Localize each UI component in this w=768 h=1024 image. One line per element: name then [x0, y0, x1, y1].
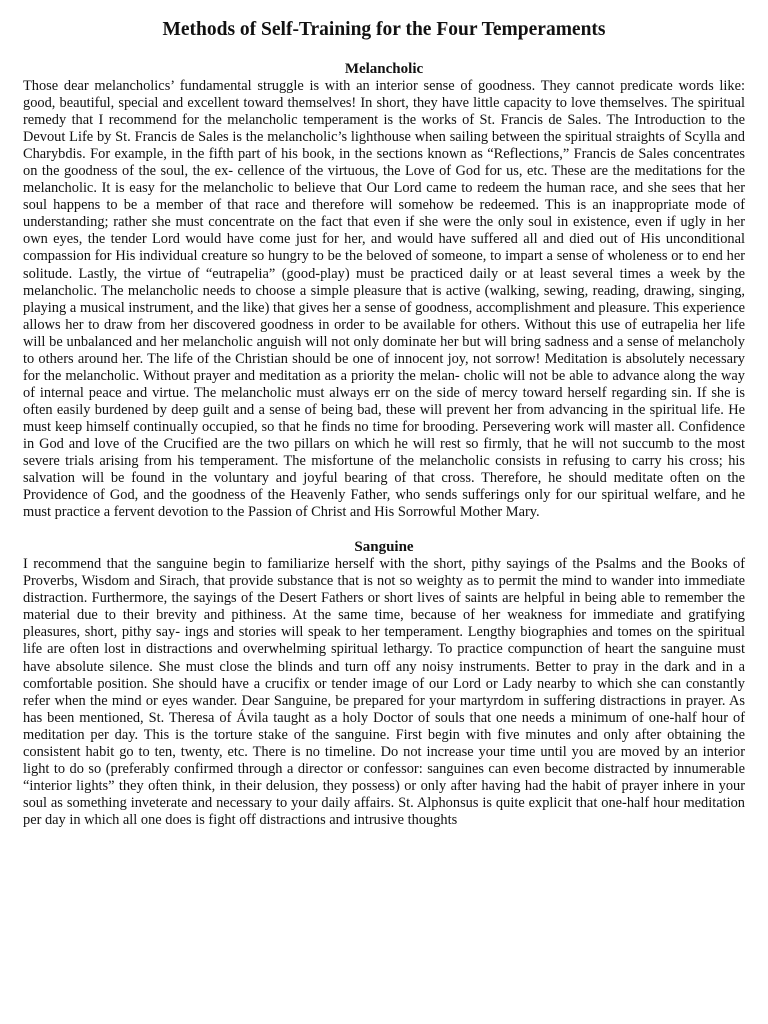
section-body-melancholic: Those dear melancholics’ fundamental struggle is with an interior sense of goodness. They cannot predicate words like: good, beautiful, special and excellent toward themselves! In short, they have little capacity to love themselves. The spiritual remedy that I recommend for the melancholic temperament is the works of St. Francis de Sales. The Introduction to the Devout Life by St. Francis de Sales is the melancholic’s lighthouse when sailing between the spiritual straights of Scylla and Charybdis. For example, in the fifth part of his book, in the sections known as “Reflections,” Francis de Sales concentrates on the goodness of the soul, the ex- cellence of the virtuous, the Love of God for us, etc. These are the meditations for the melancholic. It is easy for the melancholic to believe that Our Lord came to redeem the human race, and she sees that her soul happens to be a member of that race and therefore will somehow be redeemed. This is an inappropriate mode of understanding; rather she must concentrate on the fact that even if she were the only soul in existence, even if ugly in her own eyes, the tender Lord would have come just for her, and would have suffered all and died out of His unconditional compassion for His individual creature so hungry to be the beloved of someone, to impart a sense of wholeness or to end her solitude. Lastly, the virtue of “eutrapelia” (good-play) must be practiced daily or at least several times a week by the melancholic. The melancholic needs to choose a simple pleasure that is active (walking, sewing, reading, drawing, singing, playing a musical instrument, and the like) that gives her a sense of goodness, accomplishment and pleasure. This experience allows her to draw from her discovered goodness in order to be available for others. Without this use of eutrapelia her life will be unbalanced and her melancholic anguish will not only dominate her but will bring sadness and a sense of melancholy to others around her. The life of the Christian should be one of innocent joy, not sorrow! Meditation is absolutely necessary for the melancholic. Without prayer and meditation as a priority the melan- cholic will not be able to advance along the way of internal peace and virtue. The melancholic must always err on the side of mercy toward herself regarding sin. If she is often easily burdened by deep guilt and a sense of being bad, these will prevent her from advancing in the spiritual life. He must keep himself continually occupied, so that he finds no time for brooding. Persevering work will master all. Confidence in God and love of the Crucified are the two pillars on which he will rest so firmly, that he will not succumb to the most severe trials arising from his temperament. The misfortune of the melancholic consists in refusing to carry his cross; his salvation will be found in the voluntary and joyful bearing of that cross. Therefore, he should meditate often on the Providence of God, and the goodness of the Heavenly Father, who sends sufferings only for our spiritual welfare, and he must practice a fervent devotion to the Passion of Christ and His Sorrowful Mother Mary. — [23, 78, 745, 521]
section-sanguine — [23, 539, 745, 829]
section-heading-sanguine: Sanguine — [354, 539, 414, 556]
document-title: Methods of Self-Training for the Four Temperaments — [162, 19, 606, 40]
section-divider-space — [23, 521, 745, 539]
section-body-sanguine: I recommend that the sanguine begin to familiarize herself with the short, pithy sayings of the Psalms and the Books of Proverbs, Wisdom and Sirach, that provide substance that is not so weighty as to permit the mind to wander into immediate distraction. Furthermore, the sayings of the Desert Fathers or short lives of saints are helpful in being able to remember the material due to their brevity and pithiness. At the same time, because of her weakness for immediate and gratifying pleasures, short, pithy say- ings and stories will speak to her temperament. Lengthy biographies and tomes on the spiritual life are often lost in distractions and overwhelming spiritual lethargy. To practice compunction of heart the sanguine must have absolute silence. She must close the blinds and turn off any noisy instruments. Better to pray in the dark and in a comfortable position. She should have a crucifix or tender image of our Lord or Lady nearby to which she can constantly refer when the mind or eyes wander. Dear Sanguine, be prepared for your martyrdom in suffering distractions in prayer. As has been mentioned, St. Theresa of Ávila taught as a holy Doctor of souls that one needs a minimum of one-half hour of meditation per day. This is the torture stake of the sanguine. First begin with five minutes and only after obtaining the consistent habit go to ten, twenty, etc. There is no timeline. Do not increase your time until you are moved by an interior light to do so (preferably confirmed through a director or confessor: sanguines can even become distracted by innumerable “interior lights” they often think, in their delusion, they possess) or only after having had the habit of prayer inhere in your soul as something inveterate and necessary to your daily affairs. St. Alphonsus is quite explicit that one-half hour meditation per day in which all one does is fight off distractions and intrusive thoughts — [23, 556, 745, 828]
section-melancholic — [23, 61, 745, 521]
section-heading-melancholic: Melancholic — [344, 61, 424, 77]
